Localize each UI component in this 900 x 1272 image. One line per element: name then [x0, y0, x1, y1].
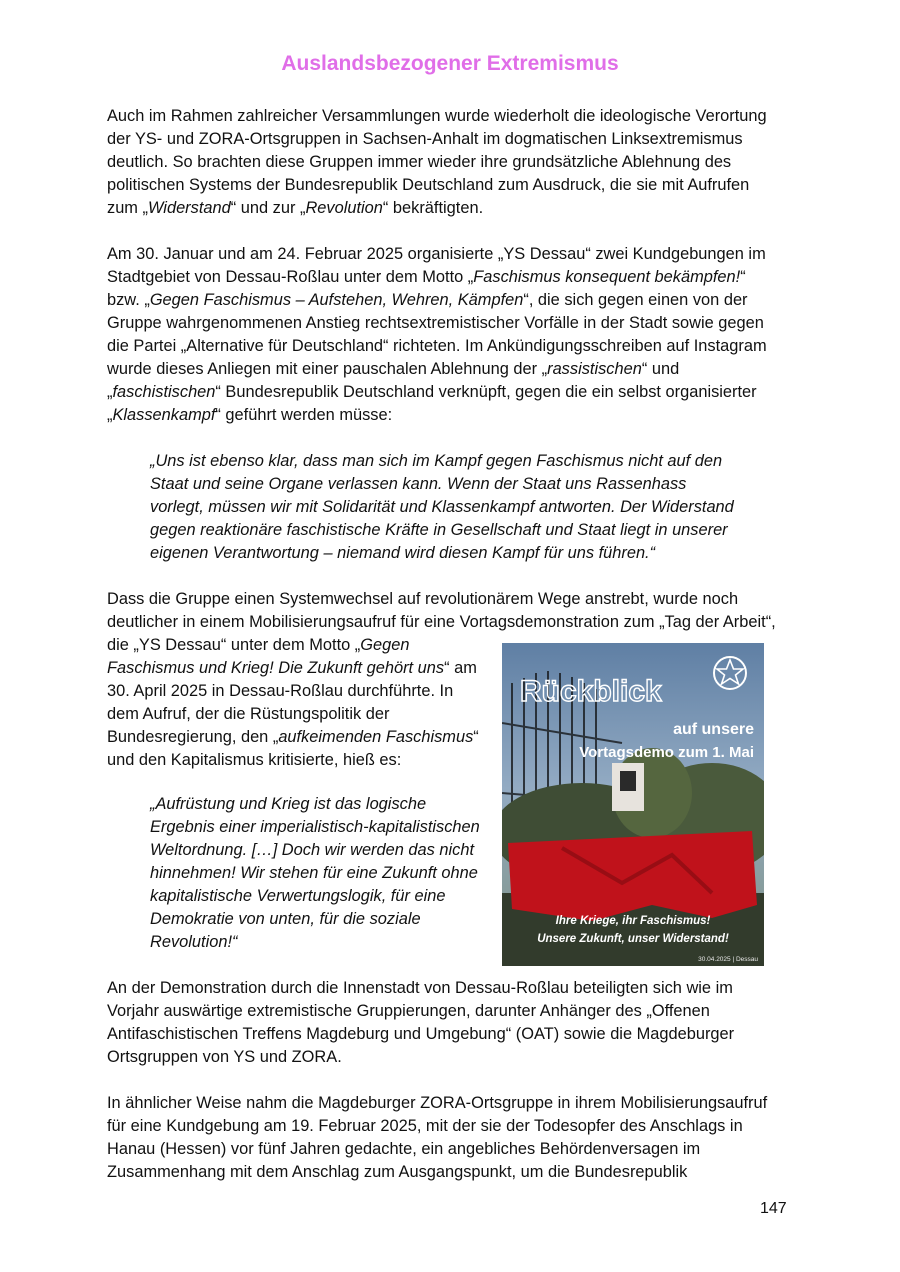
text-segment: Dass die Gruppe einen Systemwechsel auf revolutionärem Wege anstrebt, wurde noch	[107, 590, 739, 608]
photo-banner-text-2: Unsere Zukunft, unser Widerstand!	[537, 933, 729, 945]
text-segment: “	[473, 728, 479, 746]
text-segment: “ geführt werden müsse:	[215, 406, 393, 424]
paragraph-4	[107, 977, 797, 1069]
text-line	[107, 266, 797, 289]
text-segment: An der Demonstration durch die Innenstadt von Dessau-Roßlau beteiligten sich wie im	[107, 979, 733, 997]
photo-credit: 30.04.2025 | Dessau	[698, 956, 758, 963]
quote-line: Revolution!“	[150, 933, 238, 951]
text-segment: dem Aufruf, der die Rüstungspolitik der	[107, 705, 390, 723]
text-line	[107, 1046, 797, 1069]
text-line	[107, 977, 797, 1000]
text-line	[107, 151, 797, 174]
text-segment: 30. April 2025 in Dessau-Roßlau durchführte. In	[107, 682, 454, 700]
text-line	[107, 1138, 797, 1161]
quote-block-1	[150, 450, 734, 565]
photo-headline: Rückblick	[520, 675, 662, 708]
text-segment: “ bekräftigten.	[382, 199, 484, 217]
photo-banner-text-1: Ihre Kriege, ihr Faschismus!	[555, 915, 711, 927]
emphasis-text: faschistischen	[112, 383, 216, 401]
emphasis-text: Widerstand	[147, 199, 231, 217]
text-segment: die „YS Dessau“ unter dem Motto „	[107, 636, 361, 654]
text-segment: die Partei „Alternative für Deutschland“ richteten. Im Ankündigungsschreiben auf Instagram	[107, 337, 767, 355]
text-line	[107, 1023, 797, 1046]
paragraph-5	[107, 1092, 797, 1184]
text-segment: “ am	[444, 659, 477, 677]
text-line	[107, 404, 797, 427]
text-line	[107, 335, 797, 358]
text-line	[107, 1000, 797, 1023]
text-line	[107, 128, 797, 151]
quote-line: kapitalistische Verwertungslogik, für eine	[150, 887, 446, 905]
emphasis-text: Gegen Faschismus – Aufstehen, Wehren, Kämpfen	[149, 291, 524, 309]
text-line	[107, 312, 797, 335]
quote-line: hinnehmen! Wir stehen für eine Zukunft ohne	[150, 864, 478, 882]
text-segment: Vorjahr auswärtige extremistische Gruppierungen, darunter Anhänger des „Offenen	[107, 1002, 710, 1020]
emphasis-text: Gegen	[360, 636, 410, 654]
demo-photo-scene	[502, 643, 764, 966]
photo-subline-2: Vortagsdemo zum 1. Mai	[579, 744, 754, 761]
text-segment: deutlich. So brachten diese Gruppen immer wieder ihre grundsätzliche Ablehnung des	[107, 153, 732, 171]
quote-line: „Aufrüstung und Krieg ist das logische	[150, 795, 427, 813]
paragraph-2	[107, 243, 797, 427]
text-line	[107, 289, 797, 312]
text-segment: „	[107, 406, 113, 424]
emphasis-text: Klassenkampf	[112, 406, 216, 424]
emphasis-text: rassistischen	[547, 360, 642, 378]
quote-block-2	[150, 793, 480, 954]
emphasis-text: aufkeimenden Faschismus	[278, 728, 474, 746]
text-segment: deutlicher in einem Mobilisierungsaufruf für eine Vortagsdemonstration zum „Tag der Arbeit“,	[107, 613, 776, 631]
text-segment: und den Kapitalismus kritisierte, hieß es:	[107, 751, 402, 769]
paragraph-1	[107, 105, 797, 220]
text-line	[107, 358, 797, 381]
page-number: 147	[760, 1200, 787, 1217]
quote-line: eigenen Verantwortung – niemand wird diesen Kampf für uns führen.“	[150, 544, 656, 562]
text-segment: Stadtgebiet von Dessau-Roßlau unter dem Motto „	[107, 268, 474, 286]
text-segment: Gruppe wahrgenommenen Anstieg rechtsextremistischer Vorfälle in der Stadt sowie gegen	[107, 314, 764, 332]
text-line	[107, 1115, 797, 1138]
text-segment: “ und zur „	[230, 199, 306, 217]
quote-line: Weltordnung. […] Doch wir werden das nicht	[150, 841, 475, 859]
text-segment: Zusammenhang mit dem Anschlag zum Ausgangspunkt, um die Bundesrepublik	[107, 1163, 688, 1181]
text-line	[107, 105, 797, 128]
text-line	[107, 611, 797, 634]
text-line	[107, 197, 797, 220]
text-line	[107, 588, 797, 611]
text-segment: Hanau (Hessen) vor fünf Jahren gedachte, ein angebliches Behördenversagen im	[107, 1140, 701, 1158]
photo-subline-1: auf unsere	[673, 721, 754, 738]
text-segment: „	[107, 383, 113, 401]
text-segment: Antifaschistischen Treffens Magdeburg und Umgebung“ (OAT) sowie die Magdeburger	[107, 1025, 735, 1043]
emphasis-text: Faschismus und Krieg! Die Zukunft gehört uns	[107, 659, 445, 677]
text-segment: In ähnlicher Weise nahm die Magdeburger ZORA-Ortsgruppe in ihrem Mobilisierungsaufruf	[107, 1094, 768, 1112]
text-segment: Ortsgruppen von YS und ZORA.	[107, 1048, 342, 1066]
text-line	[107, 1161, 797, 1184]
text-segment: “ und	[641, 360, 680, 378]
demo-photo	[502, 643, 764, 966]
text-segment: Am 30. Januar und am 24. Februar 2025 organisierte „YS Dessau“ zwei Kundgebungen im	[107, 245, 766, 263]
page-title: Auslandsbezogener Extremismus	[281, 52, 619, 75]
text-segment: “, die sich gegen einen von der	[523, 291, 748, 309]
quote-line: vorlegt, müssen wir mit Solidarität und Klassenkampf antworten. Der Widerstand	[150, 498, 734, 516]
text-segment: zum „	[107, 199, 148, 217]
text-line	[107, 243, 797, 266]
text-segment: für eine Kundgebung am 19. Februar 2025, mit der sie der Todesopfer des Anschlags in	[107, 1117, 743, 1135]
quote-line: Ergebnis einer imperialistisch-kapitalistischen	[150, 818, 480, 836]
emphasis-text: Revolution	[305, 199, 383, 217]
quote-line: Staat und seine Organe verlassen kann. Wenn der Staat uns Rassenhass	[150, 475, 687, 493]
text-line	[107, 381, 797, 404]
text-segment: “	[740, 268, 746, 286]
text-segment: der YS- und ZORA-Ortsgruppen in Sachsen-Anhalt im dogmatischen Linksextremismus	[107, 130, 743, 148]
text-segment: “ Bundesrepublik Deutschland verknüpft, gegen die ein selbst organisierter	[215, 383, 757, 401]
text-line	[107, 174, 797, 197]
emphasis-text: Faschismus konsequent bekämpfen!	[473, 268, 741, 286]
quote-line: „Uns ist ebenso klar, dass man sich im Kampf gegen Faschismus nicht auf den	[150, 452, 723, 470]
quote-line: gegen reaktionäre faschistische Kräfte in Gesellschaft und Staat liegt in unserer	[150, 521, 728, 539]
quote-line: Demokratie von unten, für die soziale	[150, 910, 421, 928]
text-segment: wurde dieses Anliegen mit einer pauschalen Ablehnung der „	[107, 360, 548, 378]
text-segment: politischen Systems der Bundesrepublik Deutschland zum Ausdruck, die sie mit Aufrufen	[107, 176, 750, 194]
text-segment: Auch im Rahmen zahlreicher Versammlungen wurde wiederholt die ideologische Verortung	[107, 107, 767, 125]
text-segment: Bundesregierung, den „	[107, 728, 279, 746]
text-segment: bzw. „	[107, 291, 150, 309]
text-line	[107, 1092, 797, 1115]
